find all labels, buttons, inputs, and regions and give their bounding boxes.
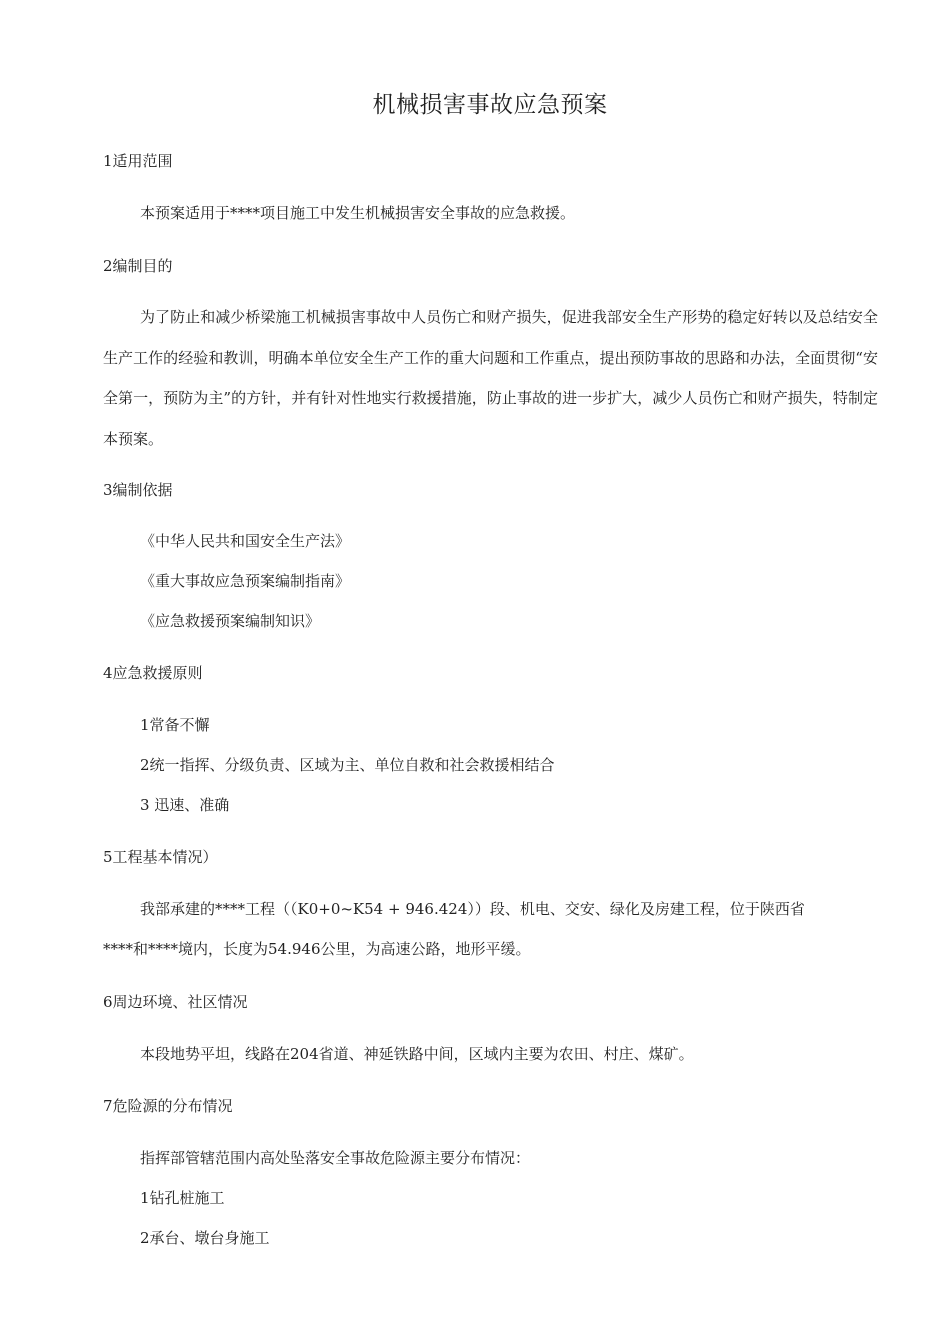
section-5-line-2: ****和****境内，长度为54.946公里，为高速公路，地形平缓。 xyxy=(103,940,531,958)
basis-item: 《重大事故应急预案编制指南》 xyxy=(140,572,351,590)
section-5-line-1: 我部承建的****工程（（K0+0~K54 + 946.424））段、机电、交安、绿化及房建工程，位于陕西省 xyxy=(140,900,805,918)
hazard-item: 2承台、墩台身施工 xyxy=(140,1229,270,1247)
section-2-paragraph: 为了防止和减少桥梁施工机械损害事故中人员伤亡和财产损失，促进我部安全生产形势的稳定好转以及总结安全生产工作的经验和教训，明确本单位安全生产工作的重大问题和工作重点，提出预防事故的思路和办法，全面贯彻“安全第一，预防为主”的方针，并有针对性地实行救援措施，防止事故的进一步扩大，减少人员伤亡和财产损失，特制定本预案。 xyxy=(103,308,878,448)
section-7-heading: 7危险源的分布情况 xyxy=(103,1097,233,1115)
section-6-text: 本段地势平坦，线路在204省道、神延铁路中间，区域内主要为农田、村庄、煤矿。 xyxy=(140,1045,694,1063)
principle-item: 1常备不懈 xyxy=(140,716,210,734)
principle-item: 3 迅速、准确 xyxy=(140,796,230,814)
section-6-heading: 6周边环境、社区情况 xyxy=(103,993,248,1011)
principle-item: 2统一指挥、分级负责、区域为主、单位自救和社会救援相结合 xyxy=(140,756,555,774)
section-4-heading: 4应急救援原则 xyxy=(103,664,203,682)
section-2-heading: 2编制目的 xyxy=(103,257,173,275)
section-1-heading: 1适用范围 xyxy=(103,152,173,170)
basis-item: 《应急救援预案编制知识》 xyxy=(140,612,321,630)
hazard-item: 1钻孔桩施工 xyxy=(140,1189,225,1207)
section-1-text: 本预案适用于****项目施工中发生机械损害安全事故的应急救援。 xyxy=(140,204,576,222)
document-title: 机械损害事故应急预案 xyxy=(372,92,608,118)
basis-item: 《中华人民共和国安全生产法》 xyxy=(140,532,351,550)
section-3-heading: 3编制依据 xyxy=(103,481,173,499)
section-7-text: 指挥部管辖范围内高处坠落安全事故危险源主要分布情况： xyxy=(140,1149,531,1167)
section-5-heading: 5工程基本情况） xyxy=(103,848,218,866)
